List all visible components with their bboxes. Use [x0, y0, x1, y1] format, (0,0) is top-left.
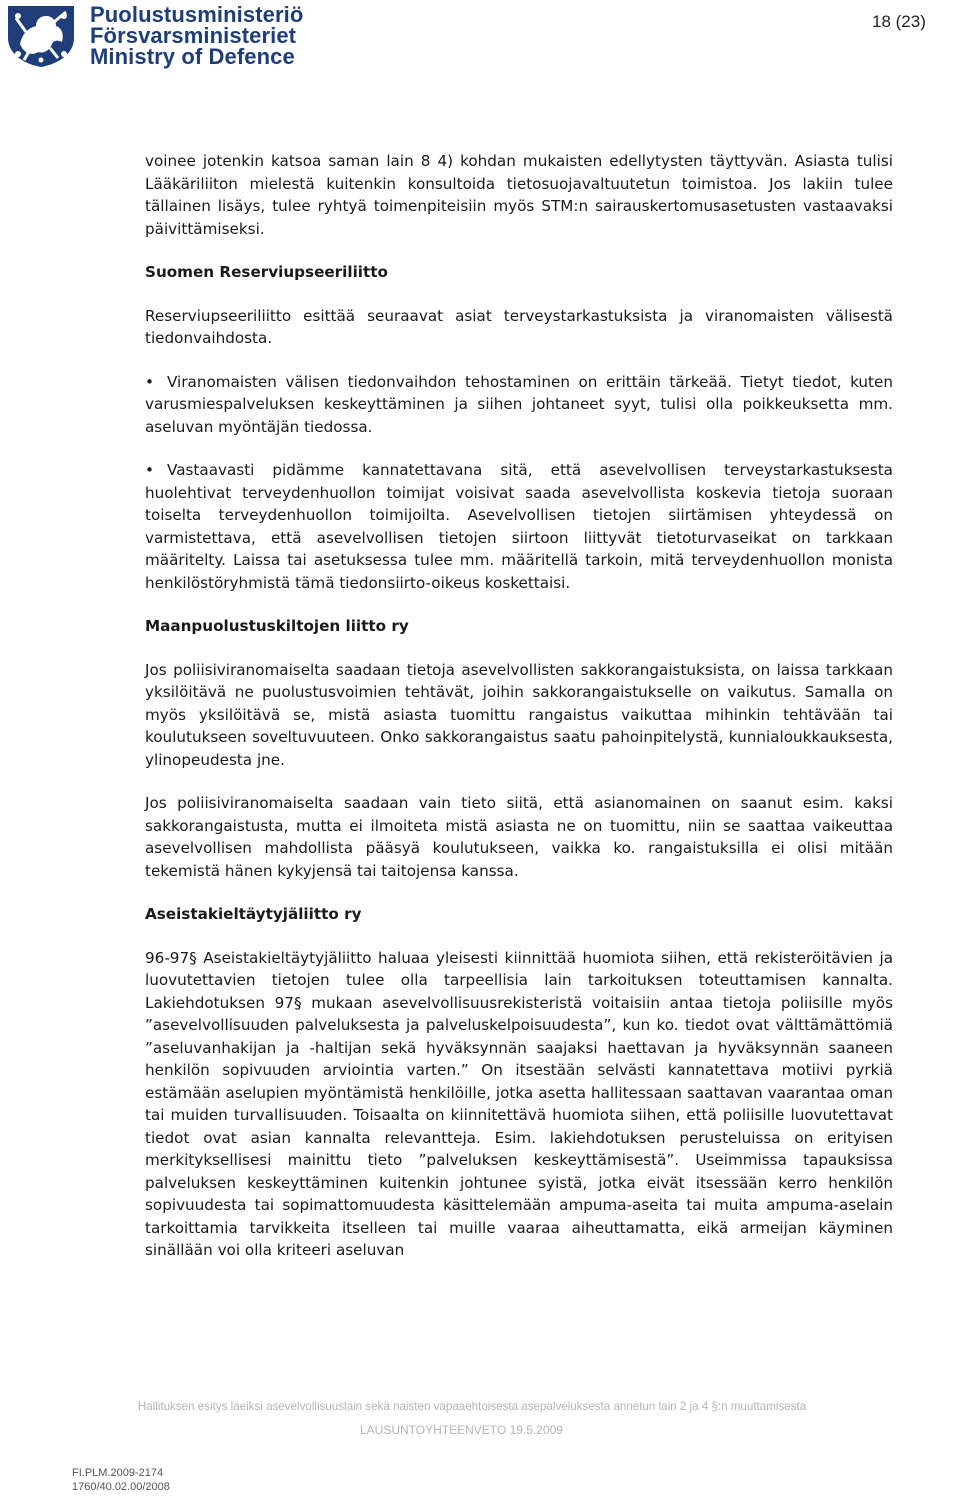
- ministry-name-sv: Försvarsministeriet: [90, 23, 297, 48]
- ministry-name-en: Ministry of Defence: [90, 44, 295, 69]
- heading-aseistakieltaytyjaliitto: Aseistakieltäytyjäliitto ry: [145, 905, 362, 923]
- bullet-icon: •: [145, 461, 154, 479]
- lion-crest-icon: [6, 4, 76, 68]
- footer-reference-diary: 1760/40.02.00/2008: [72, 1481, 170, 1493]
- page-number: 18 (23): [872, 12, 926, 31]
- footer-law-title: Hallituksen esitys laeiksi asevelvollisuuslain sekä naisten vapaaehtoisesta asepalveluksesta annetun lain 2 ja 4 §:n muuttamisesta: [137, 1400, 807, 1413]
- bullet-icon: •: [145, 372, 154, 391]
- paragraph-lakariliitto: voinee jotenkin katsoa saman lain 8 4) kohdan mukaisten edellytysten täyttyvän. Asiasta tulisi Lääkäriliiton mielestä kuitenkin konsultoida tietosuojavaltuutetun toimistoa. Jos lakiin tulee tällainen lisäys, tulee ryhtyä toimenpiteisiin myös STM:n sairauskertomusasetusten vastaavaksi päivittämiseksi.: [145, 152, 893, 238]
- footer-reference-plm: FI.PLM.2009-2174: [72, 1467, 164, 1479]
- bullet-item: [145, 371, 893, 439]
- ministry-logo: [6, 4, 346, 68]
- paragraph-sakkorangaistukset: Jos poliisiviranomaiselta saadaan tietoja asevelvollisten sakkorangaistuksista, on laissa tarkkaan yksilöitävä ne puolustusvoimien tehtävät, joihin sakkorangaistukselle on vaikutus. Samalla on myös yksilöitävä se, mistä asiasta tuomittu rangaistus vaikuttaa mihinkin tehtävään tai koulutukseen soveltuvuuteen. Onko sakkorangaistus saatu pahoinpitelystä, kunnialoukkauksesta, ylinopeudesta jne.: [145, 660, 893, 769]
- ministry-name-fi: Puolustusministeriö: [90, 2, 304, 27]
- paragraph-aseistakieltaytyjaliitto: 96-97§ Aseistakieltäytyjäliitto haluaa yleisesti kiinnittää huomiota siihen, että rekisteröitävien ja luovutettavien tietojen tulee olla tarpeellisia lain tarkoituksen toteuttamisen kannalta. Lakiehdotuksen 97§ mukaan asevelvollisuusrekisteristä voitaisiin antaa tietoja poliisille myös ”asevelvollisuuden palveluksesta ja palveluskelpoisuudesta”, kun ko. tiedot ovat välttämättömiä ”aseluvanhakijan ja -haltijan sekä hyväksynnän saajaksi haettavan ja hyväksynnän saaneen henkilön sopivuuden arviointia varten.” On itsestään selvästi kannatettava motiivi pyrkiä estämään aselupien myöntämistä henkilöille, jotka asetta hallitessaan saattavan vaarantaa oman tai muiden turvallisuuden. Toisaalta on kiinnitettävä huomiota siihen, että poliisille luovutettavat tiedot ovat asian kannalta relevantteja. Esim. lakiehdotuksen perusteluissa on erityisen merkityksellisesi mainittu tieto ”palveluksen keskeyttämisestä”. Useimmissa tapauksissa palveluksen keskeyttäminen kuitenkin johtunee syistä, jotka eivät itsessään kerro henkilön sopivuudesta tai sopimattomuudesta käsittelemään ampuma-aseita tai muita ampuma-aselain tarkoittamia tarvikkeita itselleen tai muille vaaraa aiheuttamatta, eikä armeijan käyminen sinällään voi olla kriteeri aseluvan: [145, 948, 893, 1259]
- footer-reference: [72, 1466, 170, 1494]
- document-body: [145, 150, 893, 1262]
- bullet-text: Viranomaisten välisen tiedonvaihdon tehostaminen on erittäin tärkeää. Tietyt tiedot, kuten varusmiespalveluksen keskeyttäminen ja siihen johtaneet syyt, tulisi olla poikkeuksetta mm. aseluvan myöntäjän tiedossa.: [145, 372, 893, 436]
- ministry-name: [90, 4, 303, 67]
- bullet-item: [145, 459, 893, 594]
- bullet-text: Vastaavasti pidämme kannatettavana sitä, että asevelvollisen terveystarkastuksesta huolehtivat terveydenhuollon toimijat voisivat saada asevelvollista koskevia tietoja suoraan toiselta terveydenhuollon toimijoilta. Asevelvollisen tietojen siirtämisen yhteydessä on varmistettava, että asevelvollisen tietojen siirtoon liittyvät tietoturvaseikat on tarkkaan määritelty. Laissa tai asetuksessa tulee mm. määritellä tarkoin, mitä terveydenhuollon monista henkilöstöryhmistä tämä tiedonsiirto-oikeus koskettaisi.: [145, 461, 893, 592]
- paragraph-reserviupseeriliitto: Reserviupseeriliitto esittää seuraavat asiat terveystarkastuksista ja viranomaisten välisestä tiedonvaihdosta.: [145, 306, 893, 347]
- paragraph-poliisitieto: Jos poliisiviranomaiselta saadaan vain tieto siitä, että asianomainen on saanut esim. kaksi sakkorangaistusta, mutta ei ilmoiteta mistä asiasta ne on tuomittu, niin se saattaa vaikeuttaa asevelvollisen mahdollista pääsyä koulutukseen, vaikka ko. rangaistuksilla ei olisi mitään tekemistä hänen kykyjensä tai taitojensa kanssa.: [145, 794, 893, 880]
- heading-maanpuolustuskiltojen-liitto: Maanpuolustuskiltojen liitto ry: [145, 617, 409, 635]
- footer-document-type: LAUSUNTOYHTEENVETO 19.5.2009: [360, 1423, 563, 1437]
- heading-reserviupseeriliitto: Suomen Reserviupseeriliitto: [145, 263, 388, 281]
